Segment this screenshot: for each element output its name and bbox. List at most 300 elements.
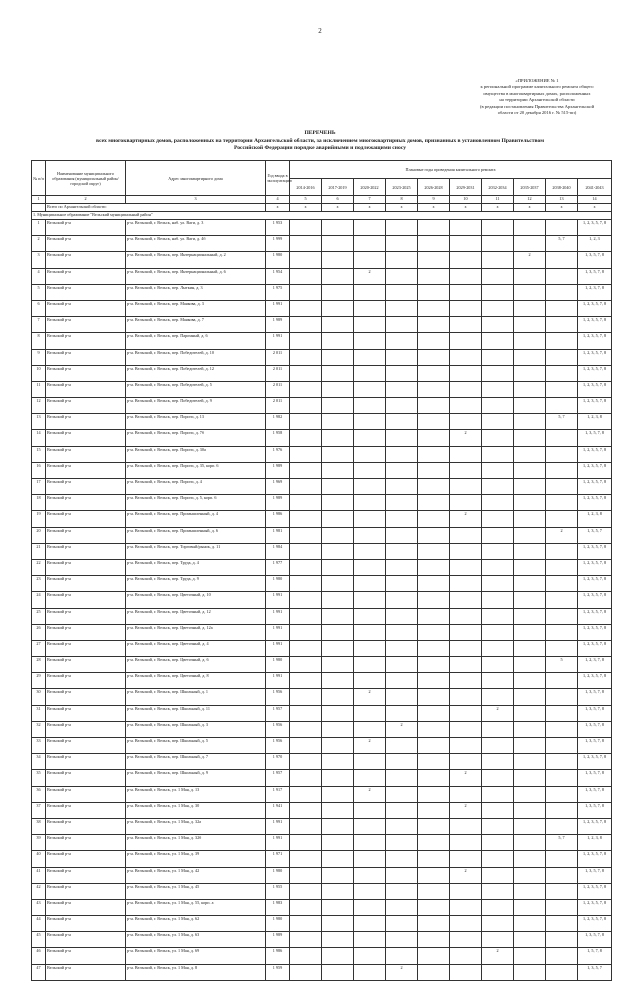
- row-period-cell: [514, 786, 546, 802]
- row-number: 10: [32, 365, 46, 381]
- row-address: р-н. Вельский, г. Вельск, наб. ул. Ваги, д. 4б: [126, 236, 266, 252]
- row-period-cell: [322, 236, 354, 252]
- table-row: [32, 414, 612, 430]
- row-period-cell: [450, 317, 482, 333]
- row-period-cell: [450, 818, 482, 834]
- row-period-cell: [546, 300, 578, 316]
- row-period-cell: 2: [386, 964, 418, 980]
- row-period-cell: [322, 592, 354, 608]
- row-period-cell: [354, 608, 386, 624]
- all-row-mark: х: [450, 204, 482, 212]
- row-year: 1 980: [266, 576, 290, 592]
- row-address: р-н. Вельский, г. Вельск, пер. Паромный, д. 6: [126, 333, 266, 349]
- row-period-cell: [290, 916, 322, 932]
- row-period-cell: [418, 333, 450, 349]
- row-period-cell: [482, 916, 514, 932]
- row-period-cell: [450, 899, 482, 915]
- appendix-line: «ПРИЛОЖЕНИЕ № 1: [515, 78, 559, 83]
- row-period-cell: 1, 3, 5, 7: [578, 527, 612, 543]
- row-period-cell: [322, 899, 354, 915]
- row-period-cell: [546, 479, 578, 495]
- row-number: 42: [32, 883, 46, 899]
- row-number: 31: [32, 705, 46, 721]
- column-number: 2: [46, 196, 126, 204]
- row-period-cell: [546, 268, 578, 284]
- row-period-cell: [514, 899, 546, 915]
- row-district: Вельский р-н: [46, 770, 126, 786]
- row-period-cell: [418, 673, 450, 689]
- row-year: 1 991: [266, 624, 290, 640]
- row-period-cell: 1, 2, 3: [578, 236, 612, 252]
- row-period-cell: [290, 705, 322, 721]
- row-period-cell: [290, 738, 322, 754]
- row-period-cell: [354, 705, 386, 721]
- header-period: 2020-2022: [354, 179, 386, 196]
- row-period-cell: 1, 2, 3, 5, 7, 8: [578, 559, 612, 575]
- row-period-cell: 1, 3, 5, 7, 8: [578, 268, 612, 284]
- row-period-cell: 1, 3, 5, 7, 8: [578, 689, 612, 705]
- row-district: Вельский р-н: [46, 916, 126, 932]
- row-period-cell: [546, 576, 578, 592]
- row-period-cell: 1, 2, 3, 8: [578, 414, 612, 430]
- table-row: [32, 446, 612, 462]
- row-period-cell: [482, 349, 514, 365]
- row-period-cell: [482, 738, 514, 754]
- row-period-cell: [482, 398, 514, 414]
- row-period-cell: [418, 883, 450, 899]
- row-address: р-н. Вельский, г. Вельск, ул. 1 Мая, д. 55, корп. а: [126, 899, 266, 915]
- row-period-cell: [450, 300, 482, 316]
- row-period-cell: [514, 851, 546, 867]
- column-number: 4: [266, 196, 290, 204]
- row-period-cell: [322, 559, 354, 575]
- appendix-line: к региональной программе капитального ремонта общего: [480, 84, 594, 90]
- row-period-cell: [514, 446, 546, 462]
- row-period-cell: [354, 932, 386, 948]
- row-period-cell: [354, 818, 386, 834]
- row-period-cell: 1, 3, 5, 7, 8: [578, 867, 612, 883]
- row-period-cell: 2: [450, 430, 482, 446]
- row-number: 12: [32, 398, 46, 414]
- row-district: Вельский р-н: [46, 802, 126, 818]
- row-address: р-н. Вельский, г. Вельск, ул. 1 Мая, д. 69: [126, 948, 266, 964]
- row-period-cell: [354, 430, 386, 446]
- row-period-cell: [322, 381, 354, 397]
- row-period-cell: [482, 964, 514, 980]
- row-period-cell: [322, 786, 354, 802]
- row-period-cell: [354, 754, 386, 770]
- row-period-cell: [290, 624, 322, 640]
- row-period-cell: [546, 640, 578, 656]
- row-period-cell: [322, 932, 354, 948]
- row-number: 16: [32, 462, 46, 478]
- row-period-cell: [322, 948, 354, 964]
- row-period-cell: [514, 268, 546, 284]
- row-period-cell: 1, 2, 3, 7, 8: [578, 284, 612, 300]
- appendix-line: на территории Архангельской области: [499, 97, 575, 103]
- table-row: [32, 705, 612, 721]
- row-year: 2 011: [266, 381, 290, 397]
- row-period-cell: [386, 624, 418, 640]
- row-number: 14: [32, 430, 46, 446]
- row-period-cell: [386, 818, 418, 834]
- row-period-cell: [386, 398, 418, 414]
- row-period-cell: [290, 527, 322, 543]
- row-year: 1 989: [266, 932, 290, 948]
- row-address: р-н. Вельский, г. Вельск, пер. Пороги, д. 13: [126, 414, 266, 430]
- row-period-cell: [514, 802, 546, 818]
- header-period: 2041-2043: [578, 179, 612, 196]
- header-period: 2017-2019: [322, 179, 354, 196]
- row-period-cell: [418, 608, 450, 624]
- row-year: 1 955: [266, 883, 290, 899]
- row-period-cell: [386, 511, 418, 527]
- row-period-cell: [354, 462, 386, 478]
- row-year: 1 980: [266, 657, 290, 673]
- row-period-cell: [322, 317, 354, 333]
- row-period-cell: [482, 317, 514, 333]
- row-address: р-н. Вельский, г. Вельск, пер. Цветочный, д. 6: [126, 657, 266, 673]
- row-period-cell: [386, 430, 418, 446]
- row-year: 1 969: [266, 479, 290, 495]
- row-period-cell: [514, 349, 546, 365]
- row-period-cell: [322, 818, 354, 834]
- row-period-cell: [418, 284, 450, 300]
- row-period-cell: [290, 284, 322, 300]
- row-period-cell: [354, 770, 386, 786]
- all-row-mark: х: [386, 204, 418, 212]
- row-period-cell: [386, 349, 418, 365]
- row-period-cell: 1, 2, 3, 5, 7, 8: [578, 365, 612, 381]
- row-district: Вельский р-н: [46, 284, 126, 300]
- row-period-cell: [546, 252, 578, 268]
- row-period-cell: [514, 479, 546, 495]
- header-period: 2014-2016: [290, 179, 322, 196]
- row-period-cell: [290, 608, 322, 624]
- row-period-cell: 1, 5, 7, 8: [578, 948, 612, 964]
- row-period-cell: [386, 786, 418, 802]
- row-period-cell: [386, 640, 418, 656]
- row-period-cell: 1, 3, 5, 7, 8: [578, 430, 612, 446]
- row-address: р-н. Вельский, г. Вельск, пер. Пороги, д. 4: [126, 479, 266, 495]
- row-period-cell: [514, 365, 546, 381]
- row-period-cell: [354, 835, 386, 851]
- row-period-cell: [386, 479, 418, 495]
- row-period-cell: [290, 770, 322, 786]
- row-period-cell: [290, 657, 322, 673]
- row-period-cell: [450, 786, 482, 802]
- row-period-cell: [322, 511, 354, 527]
- row-period-cell: [546, 543, 578, 559]
- row-district: Вельский р-н: [46, 721, 126, 737]
- row-period-cell: [418, 317, 450, 333]
- row-number: 23: [32, 576, 46, 592]
- row-period-cell: 1, 2, 3, 5, 7, 8: [578, 495, 612, 511]
- row-number: 44: [32, 916, 46, 932]
- row-period-cell: 1, 2, 3, 5, 7, 8: [578, 640, 612, 656]
- row-period-cell: [418, 867, 450, 883]
- row-address: р-н. Вельский, г. Вельск, пер. Школьный, д. 9: [126, 770, 266, 786]
- row-period-cell: [418, 624, 450, 640]
- row-district: Вельский р-н: [46, 657, 126, 673]
- row-district: Вельский р-н: [46, 899, 126, 915]
- row-period-cell: [514, 835, 546, 851]
- row-period-cell: [290, 576, 322, 592]
- row-period-cell: [482, 527, 514, 543]
- row-period-cell: [386, 835, 418, 851]
- row-period-cell: [514, 673, 546, 689]
- all-row-mark: х: [322, 204, 354, 212]
- row-period-cell: [322, 867, 354, 883]
- row-period-cell: [386, 268, 418, 284]
- row-period-cell: [322, 624, 354, 640]
- row-period-cell: 2: [354, 738, 386, 754]
- row-period-cell: [450, 689, 482, 705]
- row-period-cell: [418, 770, 450, 786]
- document-title: [40, 130, 600, 153]
- row-period-cell: [482, 462, 514, 478]
- row-period-cell: [290, 721, 322, 737]
- row-district: Вельский р-н: [46, 365, 126, 381]
- row-period-cell: [418, 948, 450, 964]
- row-period-cell: 1, 2, 3, 5, 7, 8: [578, 381, 612, 397]
- row-period-cell: [546, 608, 578, 624]
- row-period-cell: [482, 511, 514, 527]
- row-number: 7: [32, 317, 46, 333]
- row-period-cell: [482, 657, 514, 673]
- row-address: р-н. Вельский, г. Вельск, пер. Пороги, д. 7б: [126, 430, 266, 446]
- row-period-cell: 1, 3, 5, 7, 8: [578, 252, 612, 268]
- row-address: р-н. Вельский, г. Вельск, пер. Пороги, д. 35, корп. 6: [126, 462, 266, 478]
- row-district: Вельский р-н: [46, 867, 126, 883]
- row-year: 1 957: [266, 705, 290, 721]
- row-year: 1 989: [266, 495, 290, 511]
- row-period-cell: [450, 851, 482, 867]
- row-number: 4: [32, 268, 46, 284]
- row-period-cell: [418, 349, 450, 365]
- row-period-cell: [386, 916, 418, 932]
- row-period-cell: [450, 738, 482, 754]
- row-period-cell: [386, 462, 418, 478]
- row-period-cell: [322, 220, 354, 236]
- row-district: Вельский р-н: [46, 948, 126, 964]
- row-period-cell: 1, 2, 3, 8: [578, 835, 612, 851]
- row-period-cell: [322, 268, 354, 284]
- row-period-cell: [290, 818, 322, 834]
- table-row: [32, 754, 612, 770]
- row-period-cell: [450, 559, 482, 575]
- row-address: р-н. Вельский, г. Вельск, ул. 1 Мая, д. 42: [126, 867, 266, 883]
- row-period-cell: [418, 398, 450, 414]
- row-year: 1 980: [266, 867, 290, 883]
- row-number: 35: [32, 770, 46, 786]
- row-period-cell: [322, 414, 354, 430]
- row-period-cell: [450, 495, 482, 511]
- row-year: 2 011: [266, 398, 290, 414]
- row-period-cell: [450, 576, 482, 592]
- row-period-cell: [450, 527, 482, 543]
- row-period-cell: [322, 754, 354, 770]
- row-period-cell: 2: [450, 867, 482, 883]
- row-year: 1 917: [266, 786, 290, 802]
- row-period-cell: [322, 916, 354, 932]
- row-address: р-н. Вельский, г. Вельск, пер. Школьный, д. 3: [126, 721, 266, 737]
- table-row: [32, 786, 612, 802]
- row-period-cell: [514, 300, 546, 316]
- row-period-cell: [322, 851, 354, 867]
- row-period-cell: [450, 721, 482, 737]
- row-period-cell: [290, 592, 322, 608]
- row-year: 1 970: [266, 754, 290, 770]
- row-period-cell: [386, 754, 418, 770]
- row-number: 9: [32, 349, 46, 365]
- row-period-cell: [322, 527, 354, 543]
- row-period-cell: [482, 802, 514, 818]
- row-period-cell: 1, 2, 3, 5, 7, 8: [578, 916, 612, 932]
- row-period-cell: [354, 802, 386, 818]
- row-period-cell: [418, 236, 450, 252]
- row-period-cell: [482, 673, 514, 689]
- row-period-cell: [482, 559, 514, 575]
- appendix-line: (в редакции постановления Правительства Архангельской: [479, 103, 595, 109]
- row-period-cell: [482, 381, 514, 397]
- row-year: 1 975: [266, 284, 290, 300]
- row-period-cell: [418, 786, 450, 802]
- row-period-cell: [514, 883, 546, 899]
- row-period-cell: [354, 673, 386, 689]
- row-period-cell: [322, 721, 354, 737]
- row-period-cell: [418, 964, 450, 980]
- row-address: р-н. Вельский, г. Вельск, пер. Победителей, д. 9: [126, 398, 266, 414]
- row-period-cell: [514, 527, 546, 543]
- row-address: р-н. Вельский, г. Вельск, пер. Труда, д. 9: [126, 576, 266, 592]
- title-line: Российской Федерации порядке аварийными и подлежащими сносу: [233, 145, 407, 152]
- header-period: 2029-2031: [450, 179, 482, 196]
- header-periods-title: Плановые годы проведения капитального ремонта: [290, 161, 612, 179]
- row-number: 5: [32, 284, 46, 300]
- row-period-cell: [322, 576, 354, 592]
- row-period-cell: [386, 802, 418, 818]
- row-period-cell: [546, 446, 578, 462]
- row-period-cell: [482, 932, 514, 948]
- row-period-cell: [482, 899, 514, 915]
- row-address: р-н. Вельский, г. Вельск, пер. Промышленный, д. 6: [126, 527, 266, 543]
- row-period-cell: [418, 300, 450, 316]
- row-address: р-н. Вельский, г. Вельск, пер. Цветочный, д. 12: [126, 608, 266, 624]
- row-period-cell: 2: [354, 689, 386, 705]
- row-year: 2 011: [266, 349, 290, 365]
- row-period-cell: [386, 948, 418, 964]
- row-period-cell: [386, 608, 418, 624]
- row-number: 6: [32, 300, 46, 316]
- row-period-cell: [386, 527, 418, 543]
- row-district: Вельский р-н: [46, 738, 126, 754]
- row-number: 13: [32, 414, 46, 430]
- header-period: 2032-2034: [482, 179, 514, 196]
- row-period-cell: [386, 576, 418, 592]
- row-period-cell: [546, 349, 578, 365]
- row-period-cell: [354, 365, 386, 381]
- row-period-cell: [386, 883, 418, 899]
- row-period-cell: [354, 883, 386, 899]
- row-period-cell: [450, 414, 482, 430]
- all-row-mark: х: [546, 204, 578, 212]
- row-period-cell: [386, 365, 418, 381]
- row-period-cell: [514, 543, 546, 559]
- row-period-cell: [354, 657, 386, 673]
- row-period-cell: [482, 851, 514, 867]
- row-period-cell: [290, 300, 322, 316]
- column-number: 6: [322, 196, 354, 204]
- row-period-cell: 2: [386, 721, 418, 737]
- row-district: Вельский р-н: [46, 689, 126, 705]
- row-period-cell: [418, 559, 450, 575]
- row-period-cell: [514, 770, 546, 786]
- row-district: Вельский р-н: [46, 592, 126, 608]
- row-period-cell: [546, 381, 578, 397]
- row-period-cell: 1, 2, 3, 5, 7, 8: [578, 899, 612, 915]
- row-period-cell: 1, 2, 3, 7, 8: [578, 657, 612, 673]
- row-period-cell: 1, 2, 3, 5, 7, 8: [578, 592, 612, 608]
- row-period-cell: [514, 576, 546, 592]
- row-period-cell: [290, 543, 322, 559]
- row-address: р-н. Вельский, г. Вельск, пер. Победителей, д. 10: [126, 349, 266, 365]
- row-period-cell: [546, 495, 578, 511]
- row-period-cell: [386, 414, 418, 430]
- row-period-cell: [418, 738, 450, 754]
- row-number: 11: [32, 381, 46, 397]
- row-period-cell: 2: [546, 527, 578, 543]
- row-period-cell: [418, 851, 450, 867]
- row-period-cell: [450, 365, 482, 381]
- row-period-cell: [322, 640, 354, 656]
- row-period-cell: [482, 624, 514, 640]
- row-period-cell: 1, 3, 5, 7, 8: [578, 770, 612, 786]
- row-address: р-н. Вельский, г. Вельск, пер. Маякова, д. 3: [126, 300, 266, 316]
- row-period-cell: 2: [482, 705, 514, 721]
- row-period-cell: [418, 446, 450, 462]
- row-address: р-н. Вельский, г. Вельск, пер. Труда, д. 4: [126, 559, 266, 575]
- row-period-cell: [450, 398, 482, 414]
- table-row: [32, 543, 612, 559]
- table-row: [32, 300, 612, 316]
- column-number: 1: [32, 196, 46, 204]
- row-period-cell: 1, 2, 3, 5, 7, 8: [578, 333, 612, 349]
- header-num: № п/п: [32, 161, 46, 196]
- row-number: 3: [32, 252, 46, 268]
- row-period-cell: [546, 333, 578, 349]
- row-period-cell: [354, 349, 386, 365]
- row-period-cell: [482, 818, 514, 834]
- row-year: 1 999: [266, 236, 290, 252]
- row-period-cell: [482, 495, 514, 511]
- row-number: 46: [32, 948, 46, 964]
- row-period-cell: [450, 608, 482, 624]
- row-period-cell: 5, 7: [546, 835, 578, 851]
- row-period-cell: [290, 220, 322, 236]
- row-district: Вельский р-н: [46, 640, 126, 656]
- row-period-cell: 1, 2, 3, 5, 7, 8: [578, 624, 612, 640]
- row-district: Вельский р-н: [46, 624, 126, 640]
- row-period-cell: [290, 462, 322, 478]
- row-period-cell: [546, 932, 578, 948]
- row-year: 1 954: [266, 268, 290, 284]
- row-address: р-н. Вельский, г. Вельск, пер. Лыткин, д. 3: [126, 284, 266, 300]
- row-period-cell: [546, 754, 578, 770]
- page-number: 2: [318, 27, 322, 35]
- row-period-cell: [546, 624, 578, 640]
- row-period-cell: [546, 511, 578, 527]
